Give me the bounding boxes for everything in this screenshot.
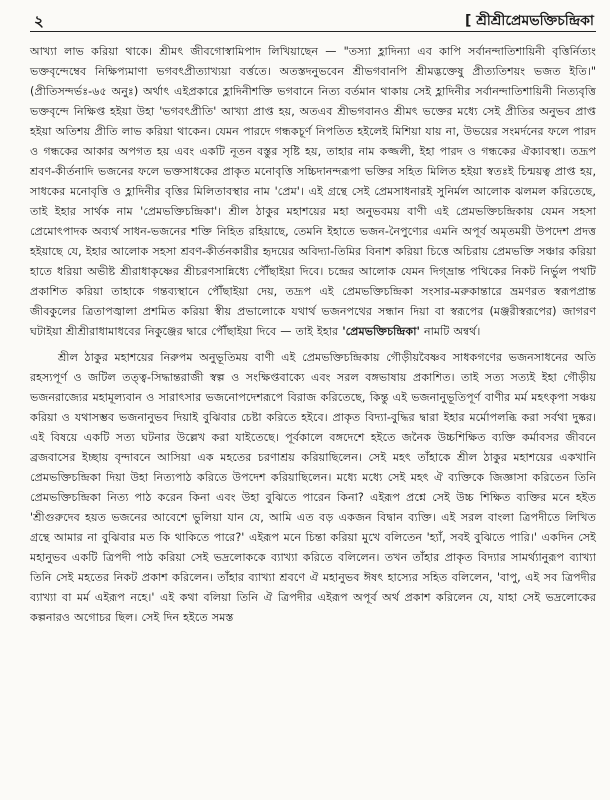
header-rule — [30, 31, 596, 32]
page-number: ২ — [34, 12, 44, 30]
paragraph-1-tail: নামটি অন্বর্থ। — [419, 325, 481, 338]
paragraph-1-text: আখ্যা লাভ করিয়া থাকে। শ্রীমৎ জীবগোস্বামিপাদ লিখিয়াছেন — "তস্যা হ্লাদিন্যা এব কাপি সর্বানন্দাতিশায়িনী বৃত্তির্নিত্যং ভক্তবৃন্দেম্বেব নিক্ষিপ্যমাণা ভগবৎপ্রীত্যাখ্যয়া বর্ত্ততে। অতস্তদনুভবেন শ্রীভগবানপি শ্রীমদ্ভক্তেষু প্রীত্যতিশয়ং ভজত ইতি।" (প্রীতিসন্দর্ভঃ-৬৫ অনুঃ) অর্থাৎ এইপ্রকারে হ্লাদিনীশক্তি ভগবানে নিত্য বর্তমান থাকায় সেই হ্লাদিনীর সর্বানন্দাতিশায়িনী নিত্যবৃত্তি ভক্তবৃন্দে নিক্ষিপ্ত হইয়া উহা 'ভগবৎপ্রীতি' আখ্যা প্রাপ্ত হয়, অতএব শ্রীভগবানও শ্রীমৎ ভক্তের মধ্যে সেই প্রীতির অনুভব প্রাপ্ত হইয়া অতিশয় প্রীতি লাভ করিয়া থাকেন। যেমন পারদে গন্ধকচূর্ণ নিপতিত হইলেই মিশিয়া যায় না, উভয়ের সংমর্দনের ফলে পারদ ও গন্ধকের আকার অপগত হয় এবং একটি নূতন বস্তুর সৃষ্টি হয়, তাহার নাম কজ্জলী, ইহা পারদ ও গন্ধকের ঐক্যাবস্থা। তদ্রূপ শ্রবণ-কীর্তনাদি ভজনের ফলে ভক্তসাধকের প্রাকৃত মনোবৃত্তি সচ্চিদানন্দরূপা ভক্তির সহিত মিলিত হইয়া স্বতঃই চিন্ময়ত্ব প্রাপ্ত হয়, সাধকের মনোবৃত্তি ও হ্লাদিনীর বৃত্তির মিলিতাবস্থার নাম 'প্রেম'। এই গ্রন্থে সেই প্রেমসাধনারই সুনির্মল আলোক ঝলমল করিতেছে, তাই ইহার সার্থক নাম 'প্রেমভক্তিচন্দ্রিকা'। শ্রীল ঠাকুর মহাশয়ের মহা অনুভবময় বাণী এই প্রেমভক্তিচন্দ্রিকায় যেমন সহসা প্রেমোৎপাদক অব্যর্থ সাধন-ভজনের শক্তি নিহিত রহিয়াছে, তেমনি ইহাতে ভজন-নৈপুণ্যের এমনি অপূর্ব অমৃতময়ী উপদেশ প্রদত্ত হইয়াছে যে, ইহার আলোক সহসা শ্রবণ-কীর্তনকারীর হৃদয়ের অবিদ্যা-তিমির বিনাশ করিয়া চিত্তে অচিরায় প্রেমভক্তি সঞ্চার করিয়া হাতে ধরিয়া অভীষ্ট শ্রীরাধাকৃষ্ণের শ্রীচরণসান্নিধ্যে পৌঁছাইয়া দিবে। চন্দ্রের আলোক যেমন দিগ্‌ভ্রান্ত পথিকের নিকট নির্ভুল পথটি প্রকাশিত করিয়া তাহাকে গন্তব্যস্থানে পৌঁছাইয়া দেয়, তদ্রূপ এই প্রেমভক্তিচন্দ্রিকা সংসার-মরুকান্তারে ভ্রমণরত স্বরূপপ্রান্ত জীবকুলের ত্রিতাপজ্বালা প্রশমিত করিয়া স্বীয় প্রভালোকে যথার্থ ভজনপথের সন্ধান দিয়া বা স্বরূপের (মঞ্জরীস্বরূপের) জাগরণ ঘটাইয়া শ্রীশ্রীরাধামাধবের নিকুঞ্জের দ্বারে পৌঁছাইয়া দিবে — তাই ইহার — [30, 45, 596, 338]
page-header — [30, 6, 596, 32]
running-title: [ শ্রীশ্রীপ্রেমভক্তিচন্দ্রিকা — [464, 13, 594, 29]
body-text — [30, 42, 596, 628]
book-title-emphasis: 'প্রেমভক্তিচন্দ্রিকা' — [342, 325, 420, 338]
paragraph-2: শ্রীল ঠাকুর মহাশয়ের নিরুপম অনুভূতিময় বাণী এই প্রেমভক্তিচন্দ্রিকায় গৌড়ীয়বৈষ্ণব সাধকগণের ভজনসাধনের অতি রহস্যপূর্ণ ও জটিল তত্ত্ব-সিদ্ধান্তরাজী স্বল্প ও সংক্ষিপ্তবাক্যে এবং সরল বঙ্গভাষায় প্রকাশিত। তাই সত্য সত্যই ইহা গৌড়ীয় ভজনরাজ্যের মহামূল্যবান ও সারাৎসার ভজনোপদেশরূপে বিরাজ করিতেছে, কিন্তু এই ভজনানুভূতিপূর্ণ বাণীর মর্ম মহৎকৃপা সঞ্চয় করিয়া ও যথাসম্ভব ভজনানুভব দিয়াই বুঝিবার চেষ্টা করিতে হইবে। প্রাকৃত বিদ্যা-বুদ্ধির দ্বারা ইহার মর্মোপলব্ধি করা সর্বথা দুষ্কর। এই বিষয়ে একটি সত্য ঘটনার উল্লেখ করা যাইতেছে। পূর্বকালে বঙ্গদেশে হইতে জনৈক উচ্চশিক্ষিত ব্যক্তি কর্মাবসর জীবনে ব্রজবাসের ইচ্ছায় বৃন্দাবনে আসিয়া এক মহতের চরণাশ্রয় করিয়াছিলেন। সেই মহৎ তাঁহাকে শ্রীল ঠাকুর মহাশয়ের একখানি প্রেমভক্তিচন্দ্রিকা দিয়া উহা নিত্যপাঠ করিতে উপদেশ করিয়াছিলেন। মধ্যে মধ্যে সেই মহৎ ঐ ব্যক্তিকে জিজ্ঞাসা করিতেন তিনি প্রেমভক্তিচন্দ্রিকা নিত্য পাঠ করেন কিনা এবং উহা বুঝিতে পারেন কিনা? এইরূপ প্রশ্নে সেই উচ্চ শিক্ষিত ব্যক্তির মনে হইত 'শ্রীগুরুদেব হয়ত ভজনের আবেশে ভুলিয়া যান যে, আমি এত বড় একজন বিদ্বান ব্যক্তি। এই সরল বাংলা ত্রিপদীতে লিখিত গ্রন্থে আমার না বুঝিবার মত কি থাকিতে পারে?' এইরূপ মনে চিন্তা করিয়া মুখে বলিতেন 'হ্যাঁ, সবই বুঝিতে পারি।' একদিন সেই মহানুভব একটি ত্রিপদী পাঠ করিয়া সেই ভদ্রলোককে ব্যাখ্যা করিতে বলিলেন। তখন তাঁহার প্রাকৃত বিদ্যার সামর্থ্যানুরূপ ব্যাখ্যা তিনি সেই মহতের নিকট প্রকাশ করিলেন। তাঁহার ব্যাখ্যা শ্রবণে ঐ মহানুভব ঈষৎ হাস্যের সহিত বলিলেন, 'বাপু, এই সব ত্রিপদীর ব্যাখ্যা বা মর্ম এইরূপ নহে।' এই কথা বলিয়া তিনি ঐ ত্রিপদীর এইরূপ অপূর্ব অর্থ প্রকাশ করিলেন যে, যাহা সেই ভদ্রলোকের কল্পনারও অগোচর ছিল। সেই দিন হইতে সমস্ত — [30, 351, 596, 624]
paragraph-1 — [30, 42, 596, 342]
